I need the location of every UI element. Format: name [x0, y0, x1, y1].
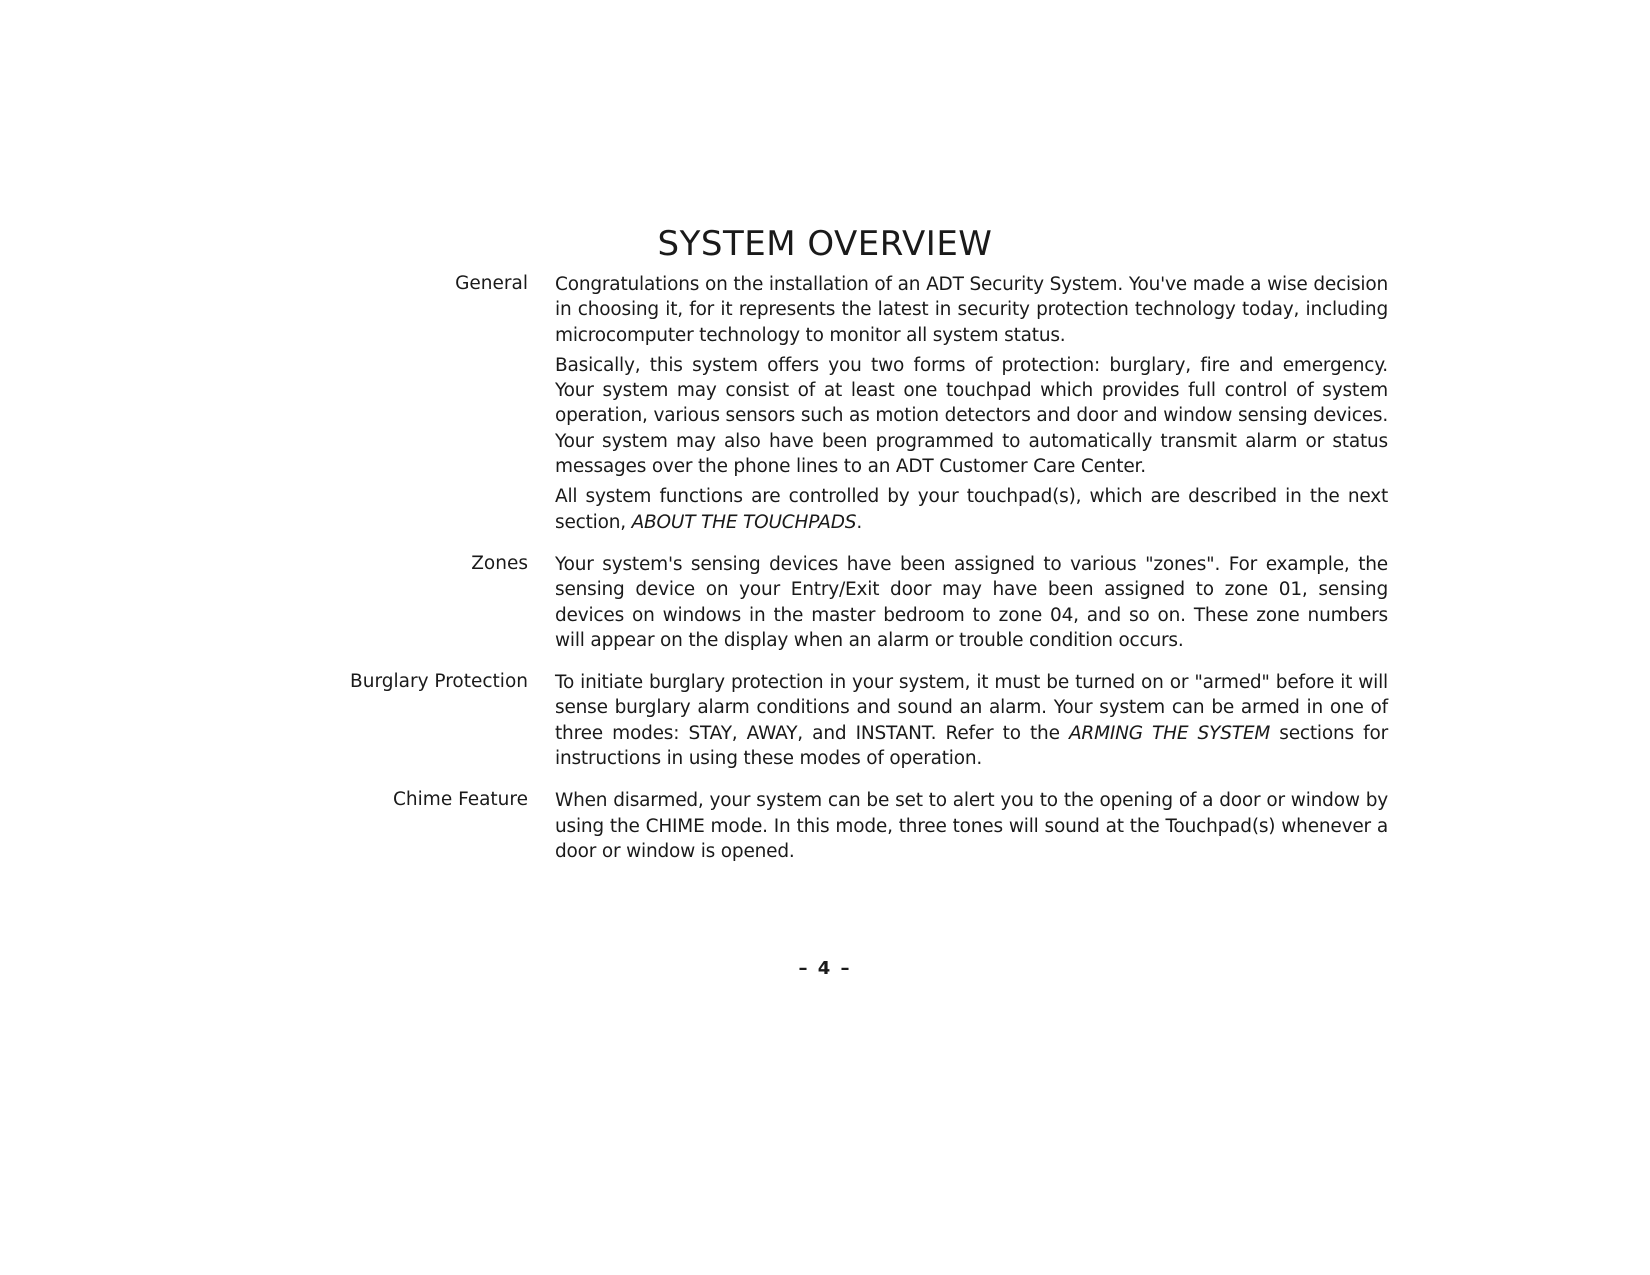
section-label: Chime Feature: [393, 789, 528, 811]
section-body: [555, 670, 1388, 776]
paragraph: Your system's sensing devices have been assigned to various "zones". For example, the sensing device on your Entry/Exit door may have been assigned to zone 01, sensing devices on windows in the master bedroom to zone 04, and so on. These zone numbers will appear on the display when an alarm or trouble condition occurs.: [555, 553, 1388, 651]
document-body: [330, 272, 1390, 881]
section-body: [555, 788, 1388, 869]
paragraph: [555, 670, 1388, 771]
section-burglary-protection: [330, 670, 1390, 776]
section-chime-feature: [330, 788, 1390, 869]
paragraph-text: All system functions are controlled by your touchpad(s), which are described in the next section,: [555, 486, 1388, 533]
section-label: General: [455, 273, 528, 294]
section-label: Burglary Protection: [350, 671, 528, 693]
section-zones: [330, 552, 1390, 658]
cross-reference: ABOUT THE TOUCHPADS: [631, 511, 857, 533]
paragraph: When disarmed, your system can be set to alert you to the opening of a door or window by using the CHIME mode. In this mode, three tones will sound at the Touchpad(s) whenever a door or window is opened.: [555, 790, 1388, 862]
paragraph-text: sections for instructions in using these modes of operation.: [555, 722, 1388, 770]
section-general: [330, 272, 1390, 540]
cross-reference: ARMING THE SYSTEM: [1068, 722, 1271, 744]
paragraph: Basically, this system offers you two forms of protection: burglary, fire and emergency. Your system may consist of at least one touchpad which provides full control of system operation, various sensors such as motion detectors and door and window sensing devices. Your system may also have been programmed to automatically transmit alarm or status messages over the phone lines to an ADT Customer Care Center.: [555, 354, 1388, 478]
paragraph: Congratulations on the installation of an ADT Security System. You've made a wise decision in choosing it, for it represents the latest in security protection technology today, including microcomputer technology to monitor all system status.: [555, 274, 1388, 346]
section-body: [555, 552, 1388, 658]
paragraph-text: To initiate burglary protection in your system, it must be turned on or "armed" before it will sense burglary alarm conditions and sound an alarm. Your system can be armed in one of three modes: STAY, AWAY, and INSTANT. Refer to the: [555, 672, 1388, 744]
page-title: SYSTEM OVERVIEW: [657, 224, 993, 264]
page-number: – 4 –: [798, 958, 852, 979]
section-label: Zones: [471, 552, 528, 574]
paragraph-text: .: [856, 511, 863, 533]
section-body: [555, 272, 1388, 540]
paragraph: [555, 484, 1388, 535]
